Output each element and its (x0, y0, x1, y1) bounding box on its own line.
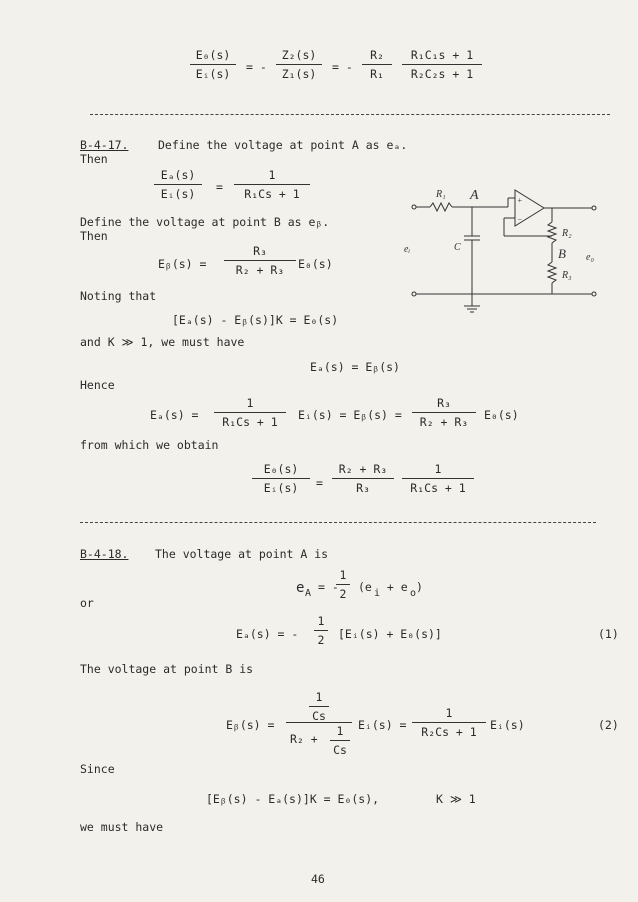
eqA-rhs (234, 168, 310, 201)
eq1-lhs: Eₐ(s) = - (236, 627, 299, 641)
eqB-num: R₃ (253, 244, 267, 258)
eqA-rhs-den: R₁Cs + 1 (244, 187, 300, 201)
eqB-lhs: Eᵦ(s) = (158, 257, 207, 271)
eqB-frac (224, 244, 296, 277)
eq-top-lhs-num: E₀(s) (195, 48, 231, 62)
eq2-frac2: 1 R₂Cs + 1 (412, 706, 486, 739)
eq-top-eq1: = - (246, 60, 267, 74)
point-b-intro: The voltage at point B is (80, 662, 254, 676)
hence-frac2 (412, 396, 476, 429)
final-eq: = (316, 476, 323, 490)
eq2-mid: Eᵢ(s) = (358, 718, 407, 732)
circuit-label-minus: − (517, 215, 523, 224)
problem-17-intro: Define the voltage at point A as eₐ. (158, 138, 408, 152)
circuit-label-r1: R₁ (436, 189, 446, 200)
problem-18-intro: The voltage at point A is (155, 547, 329, 561)
hence-frac1 (214, 396, 286, 429)
hence-n2: R₃ (437, 396, 451, 410)
circuit-label-r3: R₃ (562, 270, 572, 281)
final-frac2 (332, 462, 394, 495)
circuit-label-r2: R₂ (562, 228, 572, 239)
ea-eq-eb: Eₐ(s) = Eᵦ(s) (310, 360, 400, 374)
eq-top-r-den: R₁ (370, 67, 384, 81)
eq-top-r-num: R₂ (370, 48, 384, 62)
we-must-have: we must have (80, 820, 164, 834)
circuit-label-c: C (454, 242, 461, 253)
eq-top-c-den: R₂C₂s + 1 (410, 67, 474, 81)
final-frac3 (402, 462, 474, 495)
problem-17-then2: Then (80, 229, 108, 243)
hence-d1: R₁Cs + 1 (222, 415, 278, 429)
circuit-diagram (400, 178, 605, 318)
eqB-tail: E₀(s) (298, 257, 333, 271)
eqA-lhs (154, 168, 202, 201)
circuit-label-b: B (558, 246, 566, 261)
problem-18-label: B-4-18. (80, 547, 129, 561)
final-lhs-num: E₀(s) (263, 462, 299, 476)
eq-top-eq2: = - (332, 60, 353, 74)
k-equation: [Eₐ(s) - Eᵦ(s)]K = E₀(s) (172, 313, 339, 327)
final-n3: 1 (434, 462, 442, 476)
eq-top-z-den: Z₁(s) (281, 67, 317, 81)
circuit-label-a: A (470, 188, 479, 203)
or-word: or (80, 596, 94, 610)
final-n2: R₂ + R₃ (338, 462, 388, 476)
eqA-rhs-num: 1 (268, 168, 276, 182)
circuit-label-plus: + (517, 196, 523, 205)
eq2-lhs: Eᵦ(s) = (226, 718, 275, 732)
problem-17-defB: Define the voltage at point B as eᵦ. (80, 215, 330, 229)
and-k: and K ≫ 1, we must have (80, 335, 245, 349)
eq2-number: (2) (598, 718, 619, 732)
hence: Hence (80, 378, 115, 392)
since-equation: [Eᵦ(s) - Eₐ(s)]K = E₀(s), (206, 792, 380, 806)
final-lhs (252, 462, 310, 495)
eqA-lhs-den: Eᵢ(s) (160, 187, 196, 201)
eq-top-z (276, 48, 322, 81)
eq2-tail: Eᵢ(s) (490, 718, 525, 732)
problem-17-then1: Then (80, 152, 108, 166)
eq-top-r (362, 48, 392, 81)
noting-that: Noting that (80, 289, 157, 303)
final-d2: R₃ (356, 481, 370, 495)
problem-17-label: B-4-17. (80, 138, 129, 152)
eq-top-z-num: Z₂(s) (281, 48, 317, 62)
eq1-number: (1) (598, 627, 619, 641)
eq1-tail: [Eᵢ(s) + E₀(s)] (338, 627, 442, 641)
page-number: 46 (311, 872, 325, 886)
final-d3: R₁Cs + 1 (410, 481, 466, 495)
eq-top-lhs-den: Eᵢ(s) (195, 67, 231, 81)
since-word: Since (80, 762, 115, 776)
hence-d2: R₂ + R₃ (419, 415, 469, 429)
hence-tail: E₀(s) (484, 408, 519, 422)
eqA-lhs-num: Eₐ(s) (160, 168, 196, 182)
eq-top-c-num: R₁C₁s + 1 (410, 48, 474, 62)
circuit-label-eo: e₀ (586, 252, 594, 263)
eqA-eq: = (216, 180, 223, 194)
eq2-complex-frac: 1 Cs R₂ + 1 Cs (286, 690, 352, 752)
divider-1 (90, 114, 610, 115)
hence-n1: 1 (246, 396, 254, 410)
from-which: from which we obtain (80, 438, 219, 452)
divider-2 (80, 522, 596, 523)
hence-lhs: Eₐ(s) = (150, 408, 199, 422)
eqB-den: R₂ + R₃ (235, 263, 285, 277)
final-lhs-den: Eᵢ(s) (263, 481, 299, 495)
eq-top-c (402, 48, 482, 81)
eq-top-lhs (190, 48, 236, 81)
eq1-frac: 1 2 (314, 614, 328, 647)
circuit-label-ei: eᵢ (404, 244, 411, 255)
hence-mid: Eᵢ(s) = Eᵦ(s) = (298, 408, 402, 422)
since-k: K ≫ 1 (436, 792, 476, 806)
